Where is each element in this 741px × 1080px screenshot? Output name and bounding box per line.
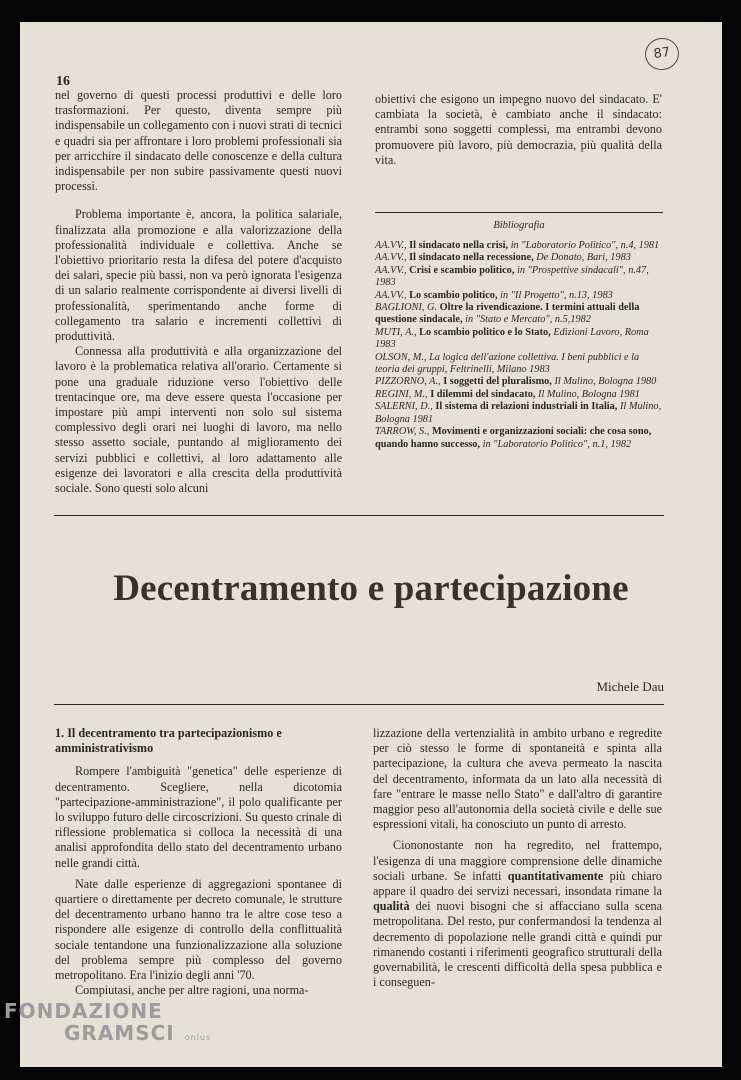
bibliography-entry: SALERNI, D., Il sistema di relazioni industriali in Italia, Il Mulino, Bologna 1981 (375, 401, 662, 425)
section-divider-bottom (54, 704, 664, 705)
bibliography-entry: REGINI, M., I dilemmi del sindacato, Il Mulino, Bologna 1981 (375, 388, 640, 400)
bibliography-divider (375, 212, 663, 213)
section-title: 1. Il decentramento tra partecipazionismo e amministrativismo (55, 726, 282, 756)
bibliography-entry: PIZZORNO, A., I soggetti del pluralismo, Il Mulino, Bologna 1980 (375, 376, 657, 388)
article-left-column (55, 726, 342, 998)
paragraph: nel governo di questi processi produttivi e delle loro trasformazioni. Per questo, diventa sempre più indispensabile un collegamento con i nuovi strati di tecnici e quadri sia per affrontare i loro problemi professionali sia per arricchire il sindacato delle conoscenze e della cultura indispensabile per non subire passivamente questi nuovi processi. (55, 88, 343, 194)
page-number: 16 (56, 74, 70, 89)
bibliography-entry: AA.VV., Lo scambio politico, in "Il Progetto", n.13, 1983 (375, 289, 613, 301)
section-divider-top (54, 515, 664, 516)
bibliography-entry: MUTI, A., Lo scambio politico e lo Stato, Edizioni Lavoro, Roma 1983 (375, 326, 649, 351)
article-right-column (373, 726, 662, 990)
paragraph: lizzazione della vertenzialità in ambito urbano e regredite per ciò stesso le forme di spontaneità e spinta alla partecipazione, la cultura che aveva permeato la nascita del decentramento, informata da un lato alla necessità di fare "entrare le masse nello Stato" e dall'altro di garantire maggior peso all'autonomia della società civile e delle sue espressioni vitali, ha conosciuto un punto di arresto. (373, 726, 662, 832)
watermark-line: GRAMSCI onlus (64, 1021, 212, 1045)
bibliography-entry: TARROW, S., Movimenti e organizzazioni sociali: che cosa sono, quando hanno successo, in "Laboratorio Politico", n.1, 1982 (375, 426, 652, 450)
article-author: Michele Dau (596, 679, 664, 694)
bibliography-entry: OLSON, M., La logica dell'azione collettiva. I beni pubblici e la teoria dei gruppi, Feltrinelli, Milano 1983 (375, 351, 640, 376)
paragraph: Nate dalle esperienze di aggregazioni spontanee di quartiere o direttamente per decreto comunale, le strutture del decentramento urbano hanno tra le altre cose teso a rispondere alle esigenze di controllo della conflittualità sociale tentandone una funzionalizzazione alla soluzione del problema sempre più complesso del governo metropolitano. Era l'inizio degli anni '70. (55, 876, 342, 983)
bibliography-entry: AA.VV., Il sindacato nella crisi, in "Laboratorio Politico", n.4, 1981 (375, 240, 660, 251)
paragraph: Connessa alla produttività e alla organizzazione del lavoro è la problematica relativa all'orario. Certamente si pone una graduale riduzione verso l'obiettivo delle trentacinque ore, ma deve essere questa l'occasione per impostare più ampi interventi non solo sul sistema complessivo degli orari nei luoghi di lavoro, ma nello stesso assetto sociale, puntando al miglioramento dei servizi pubblici e collettivi, al loro adattamento alle esigenze dei lavoratori e alla crescita della produttività sociale. Sono questi solo alcuni (55, 344, 342, 496)
paragraph: Compiutasi, anche per altre ragioni, una norma- (75, 983, 309, 998)
bibliography-entry: AA.VV., Il sindacato nella recessione, De Donato, Bari, 1983 (375, 252, 631, 264)
top-left-column (55, 88, 342, 496)
bibliography-title: Bibliografia (493, 220, 545, 231)
archive-stamp: 87 (643, 36, 681, 72)
bibliography-entry: AA.VV., Crisi e scambio politico, in "Prospettive sindacali", n.47, 1983 (375, 264, 649, 289)
watermark-logo (4, 1000, 211, 1049)
document-page (20, 22, 722, 1067)
paragraph: Rompere l'ambiguità "genetica" delle esperienze di decentramento. Scegliere, nella dicotomia "partecipazione-amministrazione", il polo qualificante per lo sviluppo futuro delle circoscrizioni. Su questo crinale di riflessione problematica si colloca la necessità di una analisi approfondita dello stato del decentramento urbano nelle grandi città. (55, 764, 342, 870)
watermark-line: FONDAZIONE (4, 999, 163, 1023)
paragraph: Ciononostante non ha regredito, nel frattempo, l'esigenza di una maggiore comprensione delle dinamiche sociali urbane. Se infatti quantitativamente più chiaro appare il quadro dei servizi necessari, insondata rimane la qualità dei nuovi bisogni che si affacciano sulla scena metropolitana. Del resto, pur confermandosi la tendenza al decremento di popolazione nelle grandi città e quindi pur rimanendo costanti i riferimenti geografico strutturali della governabilità, le crescenti difficoltà della spesa pubblica e i conseguen- (373, 838, 662, 990)
bibliography-entry: BAGLIONI, G. Oltre la rivendicazione. I termini attuali della questione sindacale, in "Stato e Mercato", n.5,1982 (375, 302, 640, 326)
bibliography-list (375, 240, 665, 451)
article-heading: Decentramento e partecipazione (113, 568, 629, 609)
paragraph: Problema importante è, ancora, la politica salariale, finalizzata alla promozione e alla valorizzazione della professionalità individuale e collettiva. Anche se l'obiettivo prioritario resta la difesa del potere d'acquisto dei salari, specie più bassi, non va però ignorata l'esigenza di un salario realmente corrispondente ai diversi livelli di professionalità, sperimentando anche forme di collegamento tra salario e incrementi collettivi di produttività. (55, 207, 342, 344)
top-right-column (375, 92, 662, 168)
paragraph: obiettivi che esigono un impegno nuovo del sindacato. E' cambiata la società, è cambiato anche il sindacato: entrambi sono soggetti complessi, ma entrambi devono promuovere più lavoro, più democrazia, più qualità della vita. (375, 92, 662, 167)
